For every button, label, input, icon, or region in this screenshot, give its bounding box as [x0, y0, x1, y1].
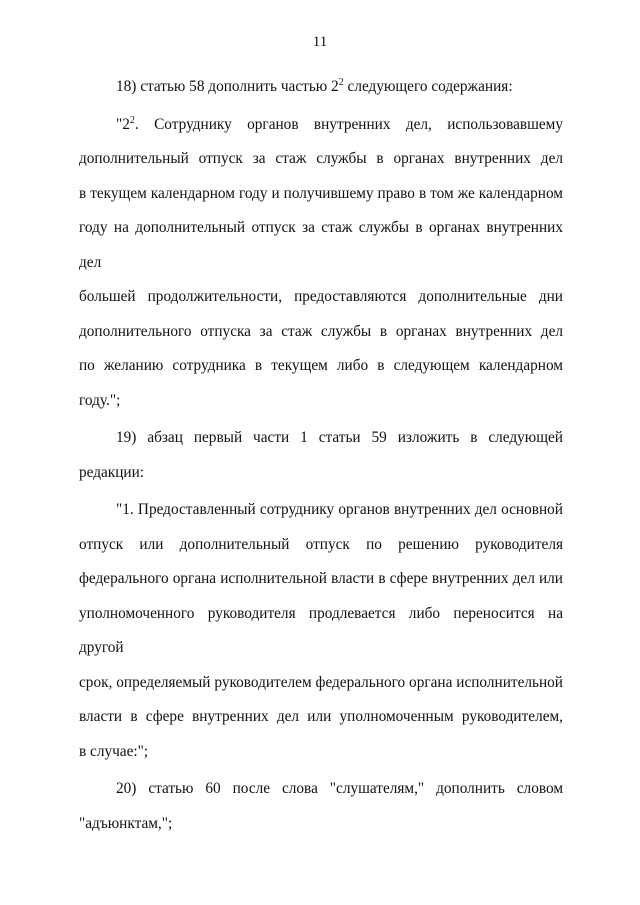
text-line: году на дополнительный отпуск за стаж службы в органах внутренних дел — [79, 219, 563, 271]
text-line: дополнительного отпуска за стаж службы в органах внутренних дел — [79, 322, 563, 340]
page-number: 11 — [312, 34, 328, 50]
item-18-intro-tail: следующего содержания: — [343, 78, 513, 95]
paragraph-item-18-intro — [79, 70, 563, 105]
text-line: "1. Предоставленный сотруднику органов внутренних дел основной — [116, 501, 563, 518]
paragraph-item-19-quote — [79, 493, 563, 769]
text-line: "адъюнктам,"; — [79, 814, 173, 832]
text-line: 20) статью 60 после слова "слушателям," дополнить словом — [116, 780, 563, 797]
paragraph-item-19 — [79, 421, 563, 490]
document-body — [79, 70, 563, 841]
text-line: большей продолжительности, предоставляются дополнительные дни — [79, 288, 563, 305]
text-line: в случае:"; — [79, 742, 149, 760]
text-line: власти в сфере внутренних дел или уполномоченным руководителем, — [79, 708, 563, 725]
text-line: "$2^2$. Сотруднику органов внутренних дел, использовавшему — [116, 114, 563, 133]
text-line: отпуск или дополнительный отпуск по решению руководителя — [79, 535, 563, 553]
text-line: 19) абзац первый части 1 статьи 59 изложить в следующей — [116, 429, 563, 446]
item-18-intro-text: 18) статью 58 дополнить частью 2 — [116, 78, 339, 95]
text-line: уполномоченного руководителя продлевается либо переносится на другой — [79, 604, 563, 656]
text-line: федерального органа исполнительной власти в сфере внутренних дел или — [79, 570, 563, 587]
text-line: в текущем календарном году и получившему право в том же календарном — [79, 184, 563, 202]
text-line: дополнительный отпуск за стаж службы в органах внутренних дел — [79, 150, 563, 167]
text-line: срок, определяемый руководителем федерального органа исполнительной — [79, 673, 563, 691]
paragraph-item-20 — [79, 772, 563, 841]
superscript: 2 — [129, 114, 135, 126]
text-line: редакции: — [79, 463, 145, 481]
paragraph-item-18-quote — [79, 108, 563, 419]
superscript: 2 — [338, 77, 344, 88]
text-line: году."; — [79, 391, 121, 409]
text-line: по желанию сотрудника в текущем либо в следующем календарном — [79, 357, 563, 374]
